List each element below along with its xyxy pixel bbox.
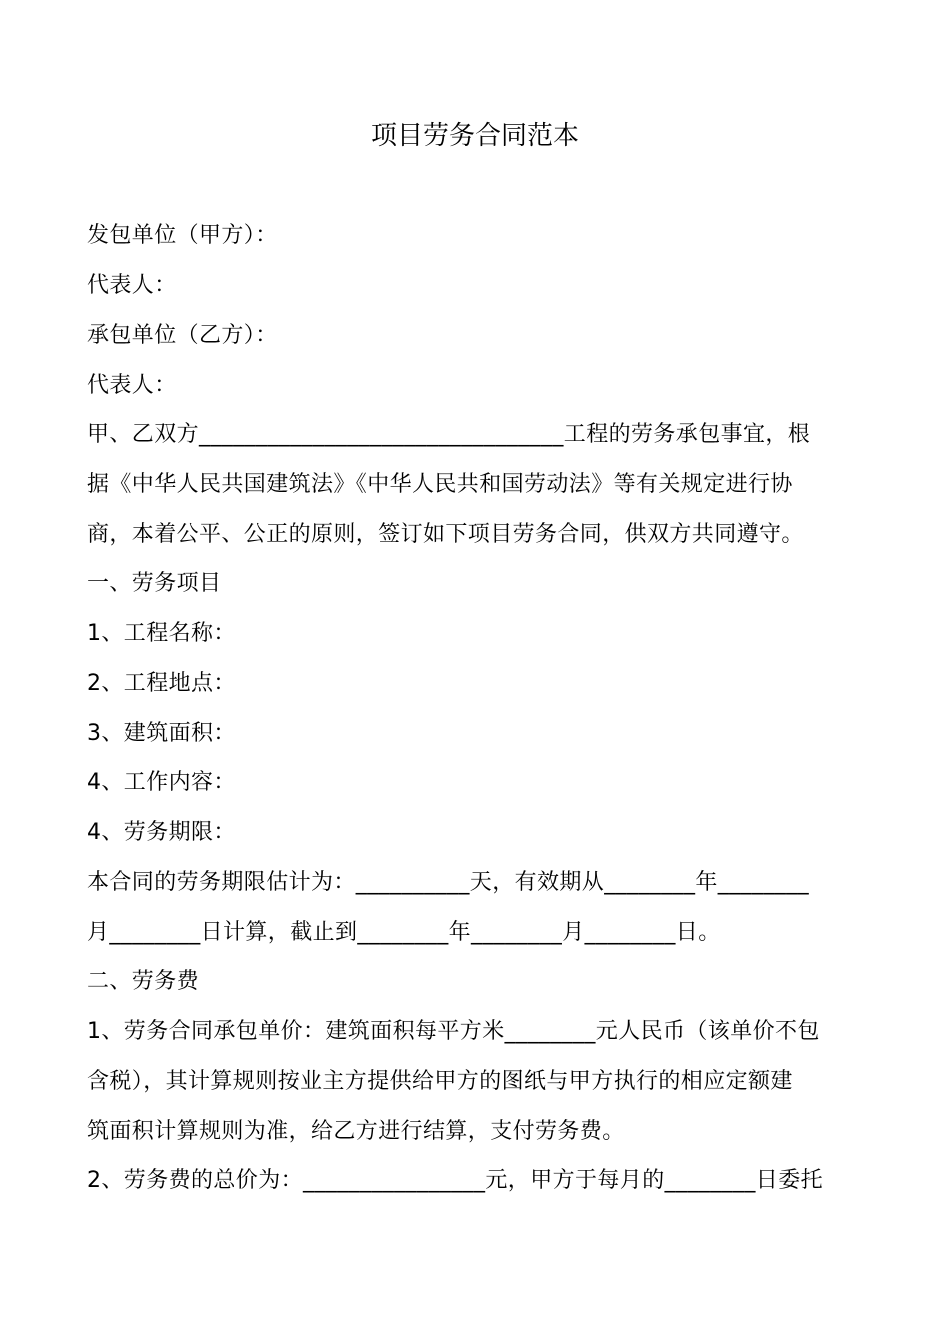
party-a-representative-line: 代表人： <box>87 273 177 298</box>
clause-line: 4、劳务期限： <box>87 820 236 845</box>
clause-line: 3、建筑面积： <box>87 721 236 746</box>
fee-clause-line: 1、劳务合同承包单价：建筑面积每平方米________元人民币（该单价不包 <box>87 1019 820 1044</box>
term-line: 月________日计算，截止到________年________月________日。 <box>87 920 721 945</box>
preamble-line: 据《中华人民共国建筑法》《中华人民共和国劳动法》等有关规定进行协 <box>87 472 793 497</box>
clause-line: 2、工程地点： <box>87 671 236 696</box>
document-title: 项目劳务合同范本 <box>370 121 579 151</box>
preamble-line: 甲、乙双方________________________________工程的劳务承包事宜，根 <box>87 422 811 447</box>
party-b-representative-line: 代表人： <box>87 373 177 398</box>
section-heading: 一、劳务项目 <box>87 571 222 596</box>
preamble-line: 商，本着公平、公正的原则，签订如下项目劳务合同，供双方共同遵守。 <box>87 522 804 547</box>
section-heading: 二、劳务费 <box>87 969 200 994</box>
party-a-line: 发包单位（甲方）： <box>87 223 278 248</box>
clause-line: 4、工作内容： <box>87 770 236 795</box>
fee-clause-line: 2、劳务费的总价为：________________元，甲方于每月的________日委托 <box>87 1168 823 1193</box>
clause-line: 1、工程名称： <box>87 621 236 646</box>
fee-clause-line: 含税），其计算规则按业主方提供给甲方的图纸与甲方执行的相应定额建 <box>87 1069 793 1094</box>
term-line: 本合同的劳务期限估计为：__________天，有效期从________年________ <box>87 870 810 895</box>
party-b-line: 承包单位（乙方）： <box>87 323 278 348</box>
fee-clause-line: 筑面积计算规则为准，给乙方进行结算，支付劳务费。 <box>87 1119 625 1144</box>
